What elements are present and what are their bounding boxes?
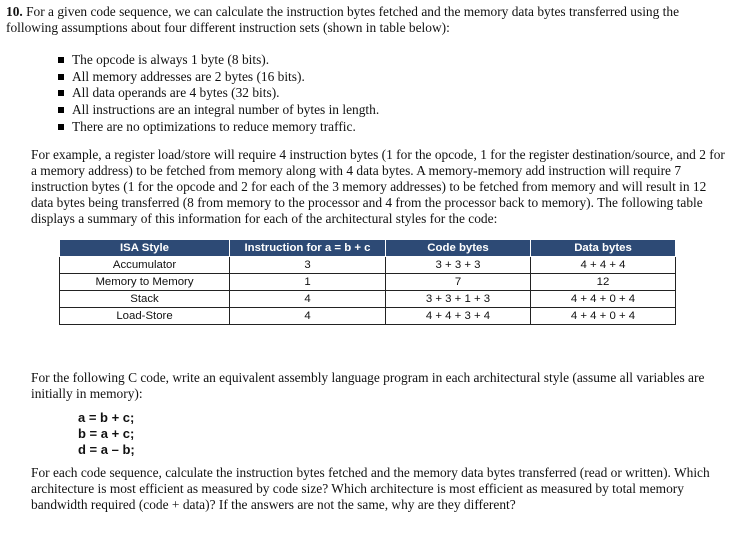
- isa-summary-table: [59, 239, 676, 325]
- table-cell: 3: [230, 257, 386, 274]
- table-row: [60, 257, 676, 274]
- assumptions-list: [58, 52, 379, 135]
- list-item: All instructions are an integral number of bytes in length.: [58, 102, 379, 119]
- table-cell: 4: [230, 291, 386, 308]
- bullet-icon: [58, 124, 64, 130]
- bullet-icon: [58, 107, 64, 113]
- table-cell: 1: [230, 274, 386, 291]
- column-header: Code bytes: [386, 240, 531, 257]
- table-row: [60, 291, 676, 308]
- table-cell: 4 + 4 + 0 + 4: [531, 291, 676, 308]
- table-cell: 7: [386, 274, 531, 291]
- final-question-paragraph: For each code sequence, calculate the instruction bytes fetched and the memory data bytes transferred (read or written). Which architecture is most efficient as measured by code size? Which architecture is most efficient as measured by total memory bandwidth required (code + data)? If the answers are not the same, why are they different?: [31, 465, 710, 512]
- list-item: All memory addresses are 2 bytes (16 bits).: [58, 69, 379, 86]
- column-header: ISA Style: [60, 240, 230, 257]
- table-cell: 12: [531, 274, 676, 291]
- list-item: All data operands are 4 bytes (32 bits).: [58, 85, 379, 102]
- table-cell: 4 + 4 + 0 + 4: [531, 308, 676, 325]
- code-instructions-paragraph: For the following C code, write an equivalent assembly language program in each architectural style (assume all variables are initially in memory):: [31, 370, 705, 401]
- bullet-icon: [58, 74, 64, 80]
- example-paragraph: For example, a register load/store will require 4 instruction bytes (1 for the opcode, 1 for the register destination/source, and 2 for a memory address) to be fetched from memory along with 4 data bytes. A memory-memory add instruction will require 7 instruction bytes (1 for the opcode and 2 for each of the 3 memory addresses) to be fetched from memory and will result in 12 data bytes being transferred (8 from memory to the processor and 4 from the processor back to memory). The following table displays a summary of this information for each of the architectural styles for the code:: [31, 147, 725, 226]
- table-cell: 3 + 3 + 3: [386, 257, 531, 274]
- table-cell: 3 + 3 + 1 + 3: [386, 291, 531, 308]
- c-code-block: [78, 410, 135, 458]
- table-cell: 4 + 4 + 3 + 4: [386, 308, 531, 325]
- code-line: b = a + c;: [78, 426, 135, 441]
- list-item: The opcode is always 1 byte (8 bits).: [58, 52, 379, 69]
- table-cell: Load-Store: [60, 308, 230, 325]
- column-header: Data bytes: [531, 240, 676, 257]
- table-cell: Stack: [60, 291, 230, 308]
- question-number: 10.: [6, 4, 23, 19]
- column-header: Instruction for a = b + c: [230, 240, 386, 257]
- bullet-icon: [58, 57, 64, 63]
- list-item: There are no optimizations to reduce memory traffic.: [58, 118, 379, 135]
- question-heading: [6, 4, 728, 36]
- table-cell: Accumulator: [60, 257, 230, 274]
- code-line: a = b + c;: [78, 410, 135, 425]
- table-row: [60, 308, 676, 325]
- table-cell: 4 + 4 + 4: [531, 257, 676, 274]
- table-header-row: [60, 240, 676, 257]
- bullet-icon: [58, 90, 64, 96]
- question-intro: For a given code sequence, we can calculate the instruction bytes fetched and the memory data bytes transferred using the following assumptions about four different instruction sets (shown in table below):: [6, 4, 680, 35]
- code-line: d = a – b;: [78, 442, 135, 457]
- table-row: [60, 274, 676, 291]
- table-cell: 4: [230, 308, 386, 325]
- table-cell: Memory to Memory: [60, 274, 230, 291]
